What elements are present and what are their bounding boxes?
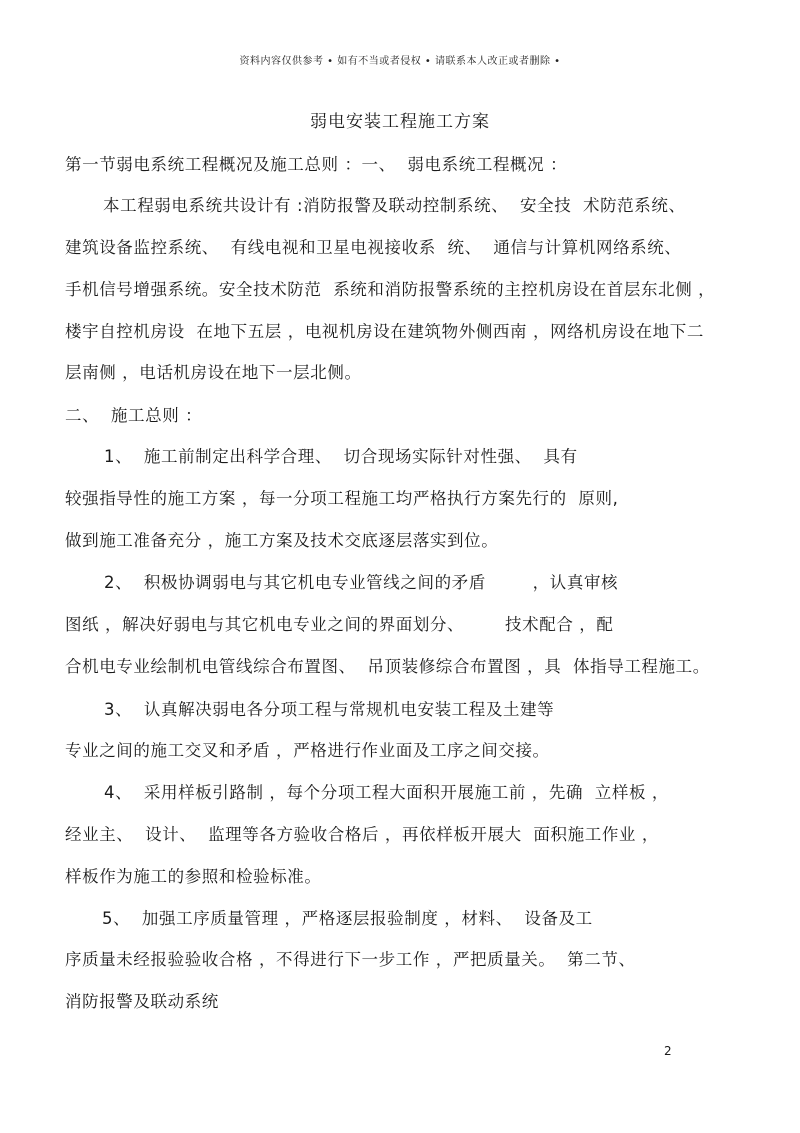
section-heading: 第一节弱电系统工程概况及施工总则 ：一、 弱电系统工程概况 ： (65, 155, 568, 174)
body-line: 5、 加强工序质量管理 ，严格逐层报验制度 ，材料、 设备及工 (102, 909, 593, 928)
body-line: 4、 采用样板引路制 ，每个分项工程大面积开展施工前 ，先确 立样板 ， (104, 783, 670, 802)
section-heading: 消防报警及联动系统 (65, 992, 219, 1011)
body-line: 序质量未经报验验收合格 ，不得进行下一步工作 ，严把质量关。 第二节、 (65, 950, 636, 969)
body-line: 合机电专业绘制机电管线综合布置图、 吊顶装修综合布置图 ，具 体指导工程施工。 (65, 657, 710, 676)
body-line: 专业之间的施工交叉和矛盾 ，严格进行作业面及工序之间交接。 (65, 741, 550, 760)
page-number: 2 (664, 1044, 672, 1058)
subsection-heading: 二、 施工总则 ： (65, 406, 203, 425)
body-line: 手机信号增强系统。安全技术防范 系统和消防报警系统的主控机房设在首层东北侧 ， (65, 280, 716, 299)
body-line: 2、 积极协调弱电与其它机电专业管线之间的矛盾 ，认真审核 (104, 573, 619, 592)
body-line: 较强指导性的施工方案 ，每一分项工程施工均严格执行方案先行的 原则, (65, 489, 619, 508)
body-line: 图纸 ，解决好弱电与其它机电专业之间的界面划分、 技术配合 ，配 (65, 615, 614, 634)
body-line: 层南侧 ，电话机房设在地下一层北侧。 (65, 363, 362, 382)
disclaimer-header: 资料内容仅供参考 • 如有不当或者侵权 • 请联系本人改正或者删除 • (239, 56, 561, 67)
body-line: 样板作为施工的参照和检验标准。 (65, 867, 322, 886)
body-line: 1、 施工前制定出科学合理、 切合现场实际针对性强、 具有 (104, 447, 578, 466)
body-line: 经业主、 设计、 监理等各方验收合格后 ，再依样板开展大 面积施工作业 ， (65, 825, 659, 844)
body-line: 本工程弱电系统共设计有 :消防报警及联动控制系统、 安全技 术防范系统、 (103, 196, 686, 215)
body-line: 做到施工准备充分 ，施工方案及技术交底逐层落实到位。 (65, 531, 499, 550)
body-line: 楼宇自控机房设 在地下五层 ，电视机房设在建筑物外侧西南 ，网络机房设在地下二 (65, 322, 704, 341)
body-line: 3、 认真解决弱电各分项工程与常规机电安装工程及土建等 (104, 700, 555, 719)
document-title: 弱电安装工程施工方案 (310, 112, 490, 132)
body-line: 建筑设备监控系统、 有线电视和卫星电视接收系 统、 通信与计算机网络系统、 (65, 238, 682, 257)
